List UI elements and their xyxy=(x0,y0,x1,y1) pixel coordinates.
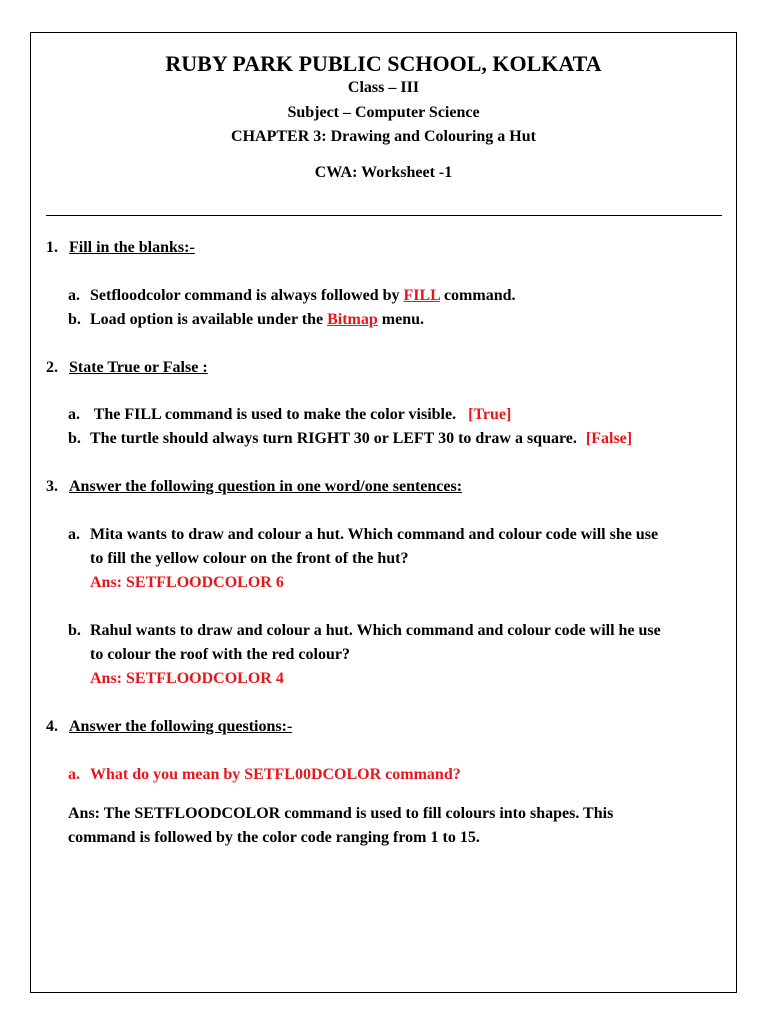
worksheet-label: CWA: Worksheet -1 xyxy=(314,164,453,181)
q4-answer-line2: command is followed by the color code ranging from 1 to 15. xyxy=(68,829,480,846)
class-label: Class – III xyxy=(347,79,420,96)
q3a-line2: to fill the yellow colour on the front of the hut? xyxy=(90,550,409,567)
subject-label: Subject – Computer Science xyxy=(287,104,480,121)
q1a-answer: FILL xyxy=(403,287,440,304)
q2a-letter: a. xyxy=(68,406,80,423)
q4-number: 4. xyxy=(46,718,58,735)
q1-item-a xyxy=(68,287,516,305)
q3b-line2: to colour the roof with the red colour? xyxy=(90,646,350,663)
q3a-line1: Mita wants to draw and colour a hut. Which command and colour code will she use xyxy=(90,526,659,543)
q1b-text-before: Load option is available under the xyxy=(90,311,328,328)
q2a-answer: [True] xyxy=(468,406,512,423)
school-name: RUBY PARK PUBLIC SCHOOL, KOLKATA xyxy=(165,51,602,76)
q4a-question: What do you mean by SETFL00DCOLOR command? xyxy=(90,766,461,783)
q2b-letter: b. xyxy=(68,430,81,447)
q4-heading-text: Answer the following questions:- xyxy=(69,718,293,735)
q1-heading xyxy=(46,239,195,257)
chapter-title: CHAPTER 3: Drawing and Colouring a Hut xyxy=(231,128,536,145)
q3b-letter: b. xyxy=(68,622,81,639)
q1-number: 1. xyxy=(46,239,58,256)
q3b-answer: Ans: SETFLOODCOLOR 4 xyxy=(90,670,284,687)
q2b-text: The turtle should always turn RIGHT 30 or LEFT 30 to draw a square. xyxy=(90,430,577,447)
q1a-letter: a. xyxy=(68,287,80,304)
header-divider xyxy=(46,215,722,216)
q3-heading-text: Answer the following question in one word/one sentences: xyxy=(69,478,463,495)
q3-heading xyxy=(46,478,462,496)
q4-heading xyxy=(46,718,292,736)
q2b-answer: [False] xyxy=(585,430,633,447)
q1b-text-after: menu. xyxy=(377,311,424,328)
worksheet-page xyxy=(30,32,737,993)
q2-heading-text: State True or False : xyxy=(69,359,208,376)
q3-item-b-line1 xyxy=(68,622,661,640)
q3-item-a-line1 xyxy=(68,526,658,544)
q1-heading-text: Fill in the blanks:- xyxy=(69,239,195,256)
q2-item-a xyxy=(68,406,511,424)
q3b-line1: Rahul wants to draw and colour a hut. Which command and colour code will he use xyxy=(90,622,661,639)
q1-item-b xyxy=(68,311,424,329)
q4-item-a xyxy=(68,766,461,784)
q2-item-b xyxy=(68,430,632,448)
q1b-letter: b. xyxy=(68,311,81,328)
q4-answer-line1: Ans: The SETFLOODCOLOR command is used to fill colours into shapes. This xyxy=(68,805,614,822)
q1a-text-after: command. xyxy=(439,287,516,304)
q1b-answer: Bitmap xyxy=(327,311,378,328)
q2-number: 2. xyxy=(46,359,58,376)
q4a-letter: a. xyxy=(68,766,80,783)
q3a-answer: Ans: SETFLOODCOLOR 6 xyxy=(90,574,284,591)
q3a-letter: a. xyxy=(68,526,80,543)
q1a-text-before: Setfloodcolor command is always followed by xyxy=(90,287,404,304)
q2a-text: The FILL command is used to make the color visible. xyxy=(90,406,457,423)
q2-heading xyxy=(46,359,208,377)
q3-number: 3. xyxy=(46,478,58,495)
